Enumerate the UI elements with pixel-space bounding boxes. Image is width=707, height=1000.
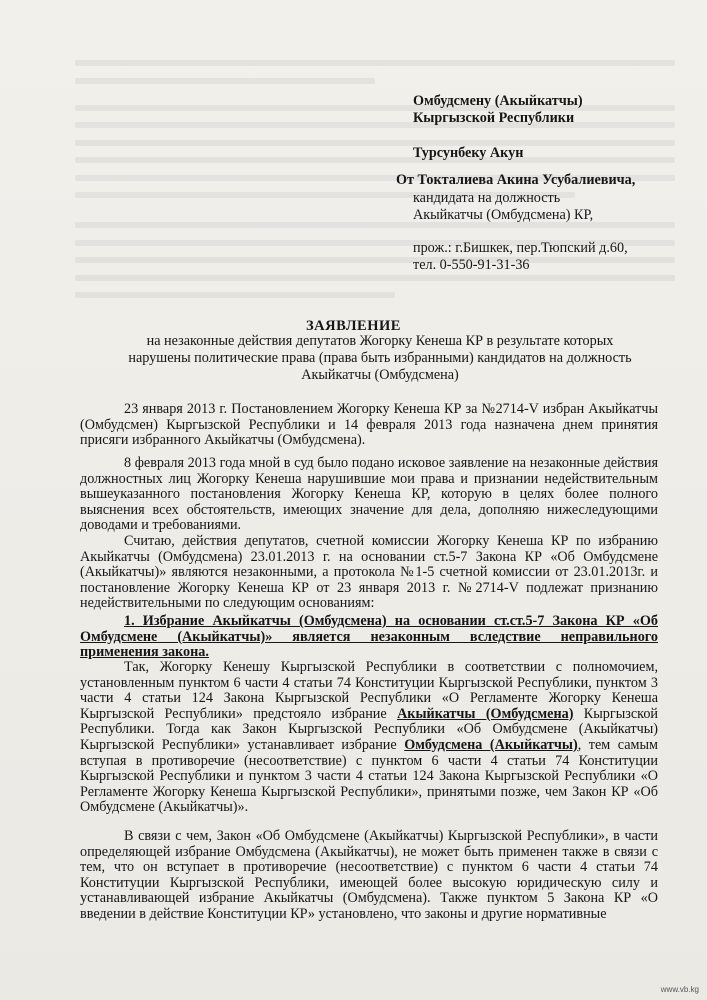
term-akyikatchy-ombudsmena: Акыйкатчы (Омбудсмена) bbox=[397, 705, 574, 722]
section-1-heading: 1. Избрание Акыйкатчы (Омбудсмена) на основании ст.ст.5-7 Закона КР «Об Омбудсмене (Акыйкатчы)» является незаконным вследствие неправильного применения закона. bbox=[80, 613, 658, 661]
recipient-name: Турсунбеку Акун bbox=[413, 145, 524, 161]
paragraph-2: 8 февраля 2013 года мной в суд было подано исковое заявление на незаконные действия должностных лиц Жогорку Кенеша нарушившие мои права и признании недействительным вышеуказанного постановления Жогорку Кенеша КР, которую в целях более полного выяснения всех обстоятельств, имеющих значение для дела, дополняю нижеследующими доводами и требованиями. bbox=[80, 455, 658, 534]
paragraph-4 bbox=[80, 660, 658, 816]
paragraph-1: 23 января 2013 г. Постановлением Жогорку Кенеша КР за №2714-V избран Акыйкатчы (Омбудсмен) Кыргызской Республики и 14 февраля 2013 года назначена днем принятия присяги избранного Акыйкатчы (Омбудсмена). bbox=[80, 401, 658, 449]
sender-phone: тел. 0-550-91-31-36 bbox=[413, 257, 530, 273]
sender-address: прож.: г.Бишкек, пер.Тюпский д.60, bbox=[413, 240, 628, 256]
paragraph-4-part-c: Кыргызской Республики. Тогда как Закон Кыргызской Республики «Об Омбудсмене (Акыйкатчы) Кыргызской Республики» устанавливает избрание bbox=[80, 705, 658, 753]
sender-position-line2: Акыйкатчы (Омбудсмена) КР, bbox=[413, 207, 594, 223]
recipient-line2: Кыргызской Республики bbox=[413, 110, 575, 126]
recipient-line1: Омбудсмену (Акыйкатчы) bbox=[413, 93, 583, 109]
document-subtitle: на незаконные действия депутатов Жогорку Кенеша КР в результате которых нарушены политические права (права быть избранными) кандидатов на должность Акыйкатчы (Омбудсмена) bbox=[128, 333, 632, 383]
sender-position-line1: кандидата на должность bbox=[413, 190, 561, 206]
paragraph-3: Считаю, действия депутатов, счетной комиссии Жогорку Кенеша КР по избранию Акыйкатчы (Омбудсмена) 23.01.2013 г. на основании ст.5-7 Закона КР «Об Омбудсмене (Акыйкатчы)» являются незаконными, а протокола №1-5 счетной комиссии от 23.01.2013г. и постановление Жогорку Кенеша КР от 23 января 2013 г. №2714-V подлежат признанию недействительными по следующим основаниям: bbox=[80, 533, 658, 612]
paragraph-5: В связи с чем, Закон «Об Омбудсмене (Акыйкатчы) Кыргызской Республики», в части определяющей избрание Омбудсмена (Акыйкатчы), не может быть применен также в связи с тем, что он вступает в противоречие (несоответствие) с пунктом 6 части 4 статьи 74 Конституции Кыргызской Республики, имеющей более высокую юридическую силу и устанавливающей избрание Акыйкатчы (Омбудсмена). Также пунктом 5 Закона КР «О введении в действие Конституции КР» установлено, что законы и другие нормативные bbox=[80, 828, 658, 922]
watermark: www.vb.kg bbox=[660, 985, 699, 994]
sender-from: От Токталиева Акина Усубалиевича, bbox=[396, 172, 636, 188]
document-title: ЗАЯВЛЕНИЕ bbox=[306, 318, 401, 334]
term-ombudsmena-akyikatchy: Омбудсмена (Акыйкатчы) bbox=[404, 736, 578, 753]
paragraph-4-part-e: , тем самым вступая в противоречие (несоответствие) с пунктом 6 части 4 статьи 74 Конституции Кыргызской Республики и пунктом 3 части 4 статьи 124 Закона Кыргызской Республики «О Регламенте Жогорку Кенеша Кыргызской Республики», принятыми позже, чем Закон КР «Об Омбудсмене (Акыйкатчы)». bbox=[80, 736, 658, 816]
paragraph-4-part-a: Так, Жогорку Кенешу Кыргызской Республики в соответствии с полномочием, установленным пунктом 6 части 4 статьи 74 Конституции Кыргызской Республики, пунктом 3 части 4 статьи 124 Закона Кыргызской Республики «О Регламенте Жогорку Кенеша Кыргызской Республики» предстояло избрание bbox=[80, 659, 658, 722]
